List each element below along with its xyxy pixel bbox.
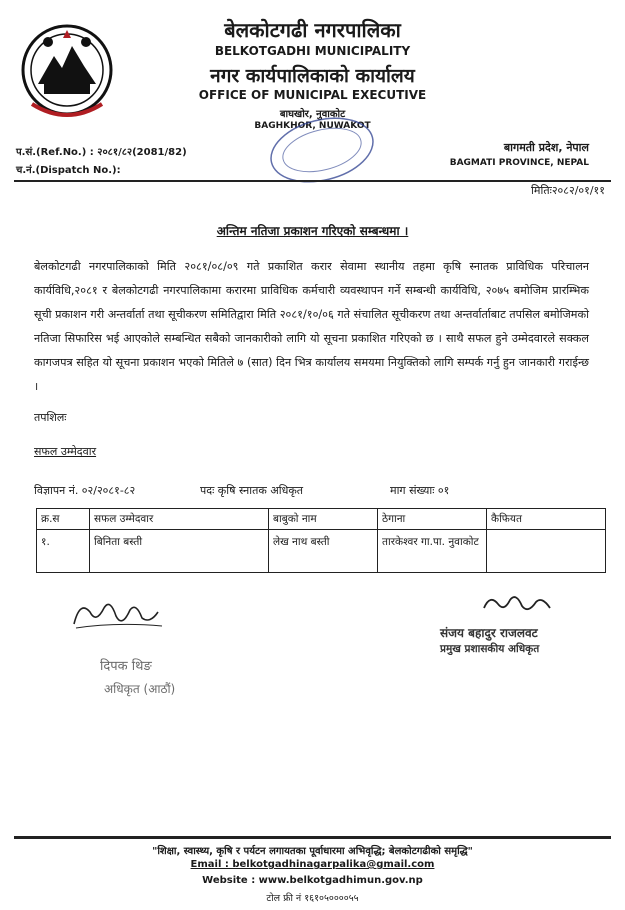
column-header-father-name: बाबुको नाम — [269, 509, 378, 530]
results-table — [36, 508, 606, 573]
footer-website: Website : www.belkotgadhimun.gov.np — [202, 875, 423, 886]
reference-number: प.सं.(Ref.No.) : २०८१/८२(2081/82) — [16, 147, 187, 158]
footer-email — [0, 859, 625, 870]
left-signatory-name: दिपक थिङ — [100, 659, 152, 674]
column-header-candidate: सफल उम्मेदवार — [90, 509, 269, 530]
office-title-nepali: नगर कार्यपालिकाको कार्यालय — [210, 65, 415, 87]
municipality-title-english: BELKOTGADHI MUNICIPALITY — [214, 44, 411, 58]
cell-serial: १. — [37, 530, 90, 573]
successful-candidates-heading: सफल उम्मेदवार — [34, 445, 97, 458]
column-header-remarks: कैफियत — [487, 509, 606, 530]
subject-line: अन्तिम नतिजा प्रकाशन गरिएको सम्बन्धमा । — [216, 224, 409, 238]
table-header-row — [37, 509, 606, 530]
dispatch-number: च.नं.(Dispatch No.): — [16, 165, 121, 176]
footer-divider — [14, 836, 611, 839]
column-header-serial: क्र.स — [37, 509, 90, 530]
footer-toll-free: टोल फ्री नं १६१०५००००५५ — [266, 893, 359, 904]
cell-remarks — [487, 530, 606, 573]
footer-email-text: Email : belkotgadhinagarpalika@gmail.com — [190, 859, 435, 870]
table-row — [37, 530, 606, 573]
municipality-title-nepali: बेलकोटगढी नगरपालिका — [224, 18, 401, 42]
cell-candidate: बिनिता बस्ती — [90, 530, 269, 573]
left-signature-scribble — [66, 594, 176, 634]
footer-motto: "शिक्षा, स्वास्थ्य, कृषि र पर्यटन लगायतका पूर्वाधारमा अभिवृद्धि; बेलकोटगढीको समृद्धि" — [152, 846, 473, 857]
left-signatory-designation: अधिकृत (आठौं) — [104, 682, 176, 696]
post-name: पदः कृषि स्नातक अधिकृत — [200, 484, 304, 497]
address-nepali: बाघखोर, नुवाकोट — [279, 109, 346, 120]
province-english: BAGMATI PROVINCE, NEPAL — [449, 158, 589, 168]
office-stamp — [262, 112, 382, 190]
notice-body: बेलकोटगढी नगरपालिकाको मिति २०८१/०८/०९ गते प्रकाशित करार सेवामा स्थानीय तहमा कृषि स्नातक प्राविधिक परिचालन कार्यविधि,२०८१ र बेलकोटगढी नगरपालिकामा करारमा प्राविधिक कर्मचारी व्यवस्थापन गर्ने सम्बन्धी कार्यविधि, २०७५ बमोजिम प्रारम्भिक सूची प्रकाशन गरी अन्तर्वार्ता तथा सूचीकरण समितिद्वारा मिति २०८१/१०/०६ गते संचालित सूचीकरण तथा अन्तर्वार्ताबाट तपसिल बमोजिमको नतिजा सिफारिस भई आएकोले सम्बन्धित सबैको जानकारीको लागि यो सूचना प्रकाशित गरिएको छ । साथै सफल हुने उम्मेदवारले सक्कल कागजपत्र सहित यो सूचना प्रकाशन भएको मितिले ७ (सात) दिन भित्र कार्यालय समयमा नियुक्तिको लागि सम्पर्क गर्नु हुन जानकारी गराईन्छ । — [34, 260, 589, 393]
demand-count: माग संख्याः ०१ — [390, 484, 450, 497]
address-english: BAGHKHOR, NUWAKOT — [254, 121, 371, 131]
cell-father-name: लेख नाथ बस्ती — [269, 530, 378, 573]
right-signatory-name: संजय बहादुर राजलवट — [440, 626, 538, 640]
right-signature-scribble — [480, 590, 560, 618]
letter-date: मितिः२०८२/०१/११ — [531, 184, 605, 197]
header-divider — [14, 180, 611, 182]
column-header-address: ठेगाना — [378, 509, 487, 530]
office-title-english: OFFICE OF MUNICIPAL EXECUTIVE — [198, 88, 427, 102]
right-signatory-designation: प्रमुख प्रशासकीय अधिकृत — [440, 643, 540, 655]
details-label: तपशिलः — [34, 411, 67, 424]
advertisement-number: विज्ञापन नं. ०२/२०८१-८२ — [34, 484, 136, 497]
province-nepali: बागमती प्रदेश, नेपाल — [503, 141, 589, 154]
cell-address: तारकेश्वर गा.पा. नुवाकोट — [378, 530, 487, 573]
